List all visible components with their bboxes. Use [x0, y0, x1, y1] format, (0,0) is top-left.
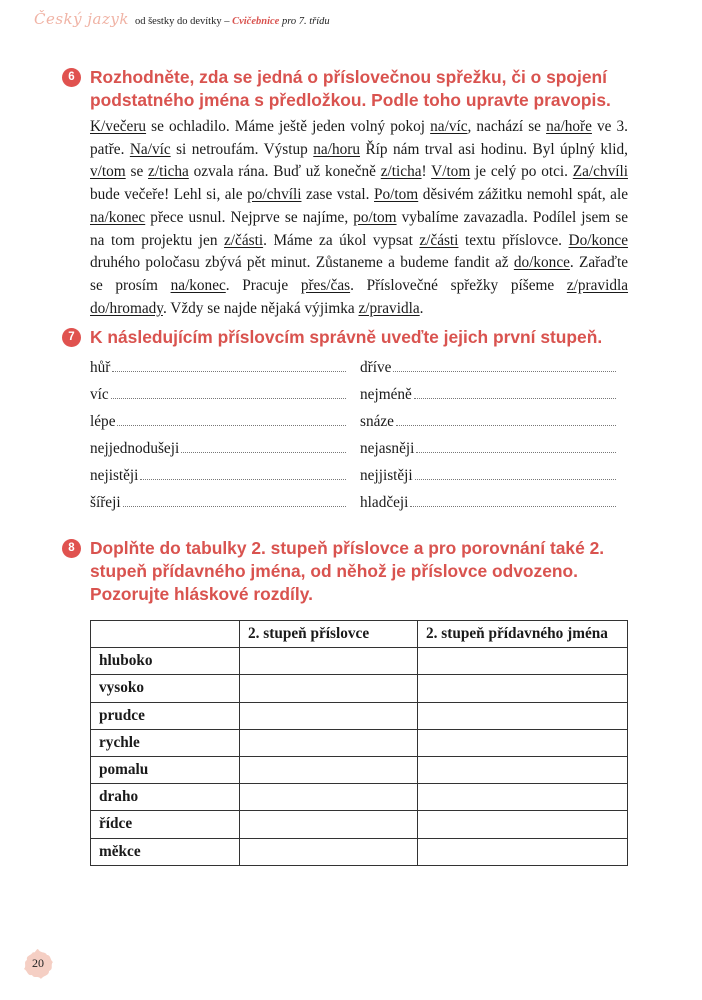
- adverb-word: víc: [90, 386, 109, 403]
- fill-in-item: [360, 386, 616, 413]
- adverb-cell: řídce: [91, 811, 240, 838]
- page-number: 20: [32, 956, 44, 970]
- comparison-table: [90, 620, 628, 866]
- table-header-cell: 2. stupeň příslovce: [240, 621, 418, 648]
- adverb-word: nejméně: [360, 386, 412, 403]
- answer-blank[interactable]: [396, 413, 616, 426]
- adverb-cell: hluboko: [91, 648, 240, 675]
- spelling-item: na/horu: [313, 140, 360, 158]
- fill-in-item: [360, 467, 616, 494]
- spelling-item: Po/tom: [374, 186, 419, 204]
- adverb-word: nejasněji: [360, 440, 415, 457]
- spelling-item: z/ticha: [380, 163, 422, 181]
- exercise-number-badge: 6: [62, 68, 81, 87]
- adverb-comparative-cell[interactable]: [240, 756, 418, 783]
- exercise-number-badge: 7: [62, 328, 81, 347]
- text-run: se ochladilo. Máme ještě jeden volný pokoj: [146, 118, 431, 135]
- spelling-item: z/pravidla: [566, 276, 629, 294]
- text-run: , nachází se: [467, 118, 547, 135]
- answer-blank[interactable]: [123, 494, 346, 507]
- header-series: Cvičebnice: [232, 16, 280, 27]
- header-grade: pro 7. třídu: [281, 16, 330, 27]
- fill-in-item: [90, 386, 346, 413]
- text-run: bude večeře! Lehl si, ale: [90, 186, 248, 204]
- adverb-comparative-cell[interactable]: [240, 811, 418, 838]
- adverb-comparative-cell[interactable]: [240, 784, 418, 811]
- spelling-item: na/konec: [90, 208, 146, 226]
- text-run: druhého poločasu zbývá pět minut. Zůstaneme a budeme fandit až: [90, 254, 514, 272]
- adjective-comparative-cell[interactable]: [418, 729, 628, 756]
- page-header: [34, 10, 330, 34]
- spelling-item: po/chvíli: [247, 186, 302, 204]
- fill-in-item: [90, 467, 346, 494]
- text-run: . Zařaďte se prosím: [90, 254, 628, 294]
- fill-in-item: [90, 494, 346, 521]
- answer-blank[interactable]: [117, 413, 346, 426]
- answer-blank[interactable]: [140, 467, 346, 480]
- answer-blank[interactable]: [112, 359, 346, 372]
- answer-blank[interactable]: [415, 467, 616, 480]
- adjective-comparative-cell[interactable]: [418, 756, 628, 783]
- table-row: [91, 811, 628, 838]
- table-row: [91, 784, 628, 811]
- fill-in-item: [360, 440, 616, 467]
- exercise-6: [62, 66, 628, 320]
- text-run: přece usnul. Nejprve se najíme,: [145, 208, 354, 226]
- answer-blank[interactable]: [181, 440, 346, 453]
- adverb-word: nejjednodušeji: [90, 440, 180, 457]
- spelling-item: K/večeru: [90, 118, 147, 135]
- exercise-6-heading: [62, 66, 628, 112]
- adjective-comparative-cell[interactable]: [418, 702, 628, 729]
- adverb-comparative-cell[interactable]: [240, 702, 418, 729]
- table-row: [91, 648, 628, 675]
- text-run: textu příslovce.: [458, 231, 569, 249]
- text-run: .: [419, 299, 424, 317]
- fill-in-item: [90, 440, 346, 467]
- adjective-comparative-cell[interactable]: [418, 784, 628, 811]
- text-run: ozvala rána. Buď už konečně: [188, 163, 381, 181]
- answer-blank[interactable]: [393, 359, 616, 372]
- fill-in-list: [90, 359, 628, 521]
- table-row: [91, 756, 628, 783]
- spelling-item: po/tom: [353, 208, 397, 226]
- exercise-number-badge: 8: [62, 539, 81, 558]
- adverb-cell: pomalu: [91, 756, 240, 783]
- spelling-item: Za/chvíli: [572, 163, 628, 181]
- exercise-title: Doplňte do tabulky 2. stupeň příslovce a pro porovnání také 2. stupeň přídavného jména, od něhož je příslovce odvozeno. Pozorujte hláskové rozdíly.: [90, 538, 605, 604]
- adverb-cell: měkce: [91, 838, 240, 865]
- adjective-comparative-cell[interactable]: [418, 675, 628, 702]
- spelling-item: do/konce: [513, 254, 570, 272]
- spelling-item: na/víc: [430, 118, 468, 135]
- adverb-word: nejjistěji: [360, 467, 413, 484]
- table-row: [91, 838, 628, 865]
- text-run: !: [421, 163, 432, 181]
- fill-in-item: [90, 359, 346, 386]
- fill-in-item: [360, 413, 616, 440]
- exercise-title: K následujícím příslovcím správně uveďte jejich první stupeň.: [90, 327, 603, 347]
- adverb-word: lépe: [90, 413, 116, 430]
- adverb-word: dříve: [360, 359, 392, 376]
- adverb-cell: prudce: [91, 702, 240, 729]
- adverb-cell: rychle: [91, 729, 240, 756]
- text-run: . Pracuje: [225, 276, 301, 294]
- table-header-cell: 2. stupeň přídavného jména: [418, 621, 628, 648]
- adverb-word: hůř: [90, 359, 111, 376]
- exercise-8-heading: [62, 537, 628, 606]
- answer-blank[interactable]: [111, 386, 346, 399]
- spelling-item: z/ticha: [148, 163, 189, 181]
- adverb-cell: draho: [91, 784, 240, 811]
- text-run: . Máme za úkol vypsat: [263, 231, 420, 249]
- table-row: [91, 702, 628, 729]
- page-number-badge: [20, 946, 56, 982]
- text-run: se: [125, 163, 149, 181]
- adverb-word: snáze: [360, 413, 394, 430]
- text-run: zase vstal.: [301, 186, 374, 204]
- adverb-cell: vysoko: [91, 675, 240, 702]
- adverb-comparative-cell[interactable]: [240, 675, 418, 702]
- spelling-item: přes/čas: [300, 276, 351, 294]
- answer-blank[interactable]: [414, 386, 616, 399]
- spelling-item: na/konec: [170, 276, 226, 294]
- spelling-item: do/hromady: [90, 299, 163, 317]
- spelling-item: z/části: [224, 231, 264, 249]
- spelling-item: V/tom: [431, 163, 471, 181]
- text-run: vybalíme zavazadla. Podílel jsem se na tom projektu jen: [90, 208, 628, 249]
- exercise-7-heading: [62, 326, 628, 349]
- spelling-item: z/části: [419, 231, 459, 249]
- exercise-title: Rozhodněte, zda se jedná o příslovečnou spřežku, či o spojení podstatného jména s předložkou. Podle toho upravte pravopis.: [90, 67, 611, 110]
- fill-in-item: [360, 359, 616, 386]
- adverb-comparative-cell[interactable]: [240, 648, 418, 675]
- header-subtitle: [135, 16, 330, 27]
- table-header-row: [91, 621, 628, 648]
- text-run: je celý po otci.: [470, 163, 573, 181]
- adverb-comparative-cell[interactable]: [240, 838, 418, 865]
- text-run: si netroufám. Výstup: [170, 140, 314, 158]
- spelling-item: Do/konce: [568, 231, 628, 249]
- table-row: [91, 675, 628, 702]
- adjective-comparative-cell[interactable]: [418, 648, 628, 675]
- spelling-item: Na/víc: [129, 140, 171, 158]
- exercise-8: [62, 537, 628, 866]
- adverb-word: hladčeji: [360, 494, 409, 511]
- text-run: děsivém zážitku nemohl spát, ale: [418, 186, 628, 204]
- adjective-comparative-cell[interactable]: [418, 838, 628, 865]
- exercise-7: [62, 326, 628, 521]
- adjective-comparative-cell[interactable]: [418, 811, 628, 838]
- fill-in-item: [90, 413, 346, 440]
- table-header-cell: [91, 621, 240, 648]
- exercise-6-text: [90, 116, 628, 320]
- adverb-word: šířeji: [90, 494, 121, 511]
- answer-blank[interactable]: [416, 440, 616, 453]
- fill-in-item: [360, 494, 616, 521]
- adverb-comparative-cell[interactable]: [240, 729, 418, 756]
- text-run: . Vždy se najde nějaká výjimka: [162, 299, 359, 317]
- adverb-word: nejistěji: [90, 467, 139, 484]
- text-run: ve 3. patře.: [90, 118, 629, 158]
- table-row: [91, 729, 628, 756]
- brand-logo-text: Český jazyk: [34, 10, 129, 28]
- header-subtitle-text: od šestky do devítky –: [134, 16, 230, 27]
- text-run: Říp nám trval asi hodinu. Byl úplný klid,: [360, 140, 628, 158]
- answer-blank[interactable]: [410, 494, 616, 507]
- spelling-item: na/hoře: [546, 118, 592, 135]
- spelling-item: v/tom: [90, 163, 126, 181]
- text-run: . Příslovečné spřežky píšeme: [350, 276, 567, 294]
- spelling-item: z/pravidla: [358, 299, 420, 317]
